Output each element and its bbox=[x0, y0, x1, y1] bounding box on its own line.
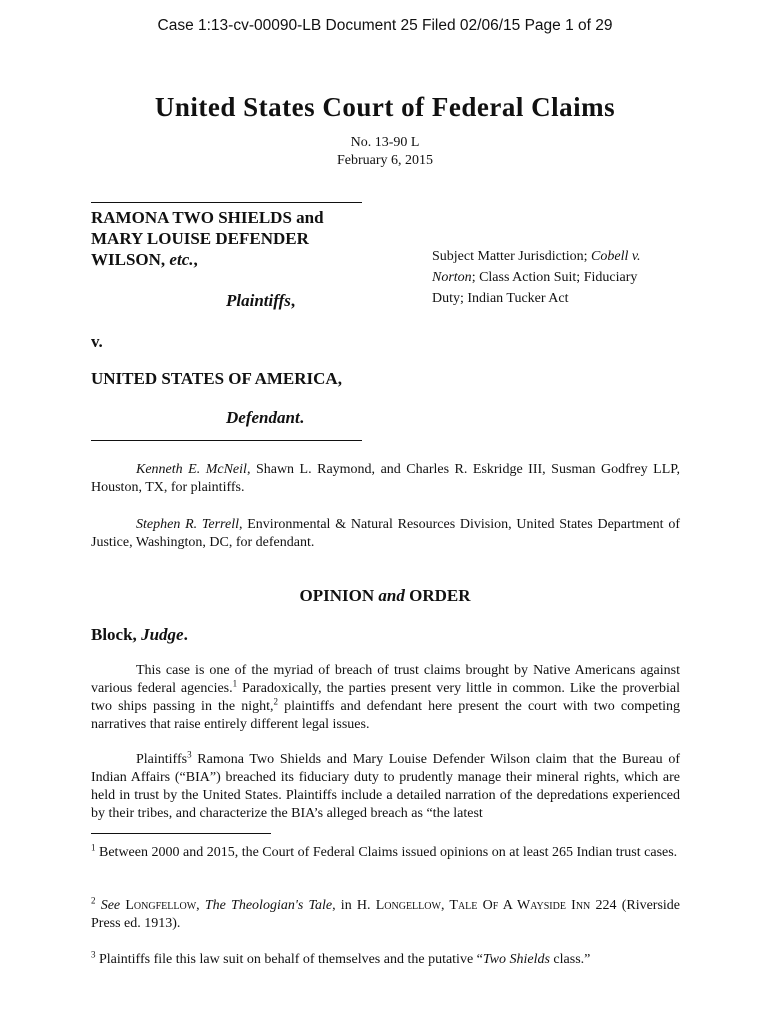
subject-cobell: Cobell v. bbox=[591, 249, 641, 264]
court-name: United States Court of Federal Claims bbox=[154, 92, 616, 122]
plaintiff-line-3 bbox=[91, 249, 324, 270]
plaintiffs-names bbox=[91, 207, 324, 270]
subject-part-b: ; Class Action Suit; Fiduciary Duty; Indian Tucker Act bbox=[432, 270, 638, 306]
counsel-plaintiffs bbox=[91, 461, 680, 497]
defendant-label-line: Defendant. bbox=[226, 408, 304, 427]
case-number: No. 13-90 L bbox=[350, 135, 420, 150]
plaintiff-line-1: RAMONA TWO SHIELDS and bbox=[91, 208, 324, 227]
plaintiff-line-3-text: WILSON, bbox=[91, 250, 170, 269]
judge-period: . bbox=[183, 625, 188, 644]
counsel-defendant-name: Stephen R. Terrell bbox=[136, 517, 239, 532]
defendant-name: UNITED STATES OF AMERICA, bbox=[91, 369, 342, 388]
subject-headnote bbox=[432, 246, 672, 309]
footnote-2-see: See bbox=[100, 898, 121, 913]
case-header: Case 1:13-cv-00090-LB Document 25 Filed 02/06/15 Page 1 of 29 bbox=[157, 17, 613, 34]
caption-rule-bottom bbox=[91, 440, 362, 441]
subject-norton: Norton bbox=[432, 270, 472, 285]
judge-line bbox=[91, 625, 188, 645]
defendant-label: Defendant bbox=[226, 408, 300, 427]
footnote-1-number: 1 bbox=[91, 842, 96, 853]
opinion-title-and: and bbox=[378, 586, 405, 605]
footnote-2-end: 224 (Riverside Press ed. 1913). bbox=[91, 898, 681, 931]
plaintiff-comma: , bbox=[193, 250, 198, 269]
footnote-2-title-1: The Theologian's Tale bbox=[204, 898, 333, 913]
footnote-ref-2: 2 bbox=[273, 696, 279, 707]
versus: v. bbox=[91, 332, 103, 351]
counsel-plaintiffs-name: Kenneth E. McNeil bbox=[136, 462, 247, 477]
caption-rule-top bbox=[91, 202, 362, 203]
judge-title: Judge bbox=[141, 625, 184, 644]
opinion-paragraph-1 bbox=[91, 662, 680, 734]
opinion-title-a: OPINION bbox=[299, 586, 379, 605]
footnote-2-author-2: Longellow bbox=[375, 898, 441, 913]
opinion-title bbox=[0, 586, 770, 606]
opinion-title-c: ORDER bbox=[404, 586, 471, 605]
plaintiff-etc: etc. bbox=[169, 250, 194, 269]
footnote-3 bbox=[91, 951, 680, 969]
opinion-paragraph-2 bbox=[91, 751, 680, 823]
footnote-2-mid: , in H. bbox=[332, 898, 376, 913]
footnote-2-title-2: , Tale Of A Wayside Inn bbox=[440, 898, 591, 913]
judge-name: Block, bbox=[91, 625, 142, 644]
p1-text-a: This case is one of the myriad of breach of trust claims brought by Native Americans against various federal agencies. bbox=[91, 663, 680, 696]
footnote-1 bbox=[91, 844, 680, 862]
footnote-2-number: 2 bbox=[91, 895, 96, 906]
decision-date: February 6, 2015 bbox=[336, 153, 434, 168]
p2-text-a: Plaintiffs bbox=[136, 752, 188, 767]
footnote-separator bbox=[91, 833, 271, 834]
footnote-ref-1: 1 bbox=[232, 678, 238, 689]
counsel-defendant-rest: , Environmental & Natural Resources Division, United States Department of Justice, Washington, DC, for defendant. bbox=[91, 517, 680, 550]
counsel-defendant bbox=[91, 516, 680, 552]
footnote-3-italic: Two Shields bbox=[482, 952, 550, 967]
plaintiff-line-2: MARY LOUISE DEFENDER bbox=[91, 229, 309, 248]
p1-text-c: plaintiffs and defendant here present the court with two competing narratives that raise entirely different legal issues. bbox=[91, 699, 680, 732]
footnote-2 bbox=[91, 897, 680, 933]
counsel-plaintiffs-rest: , Shawn L. Raymond, and Charles R. Eskridge III, Susman Godfrey LLP, Houston, TX, for plaintiffs. bbox=[91, 462, 681, 495]
footnote-1-text: Between 2000 and 2015, the Court of Federal Claims issued opinions on at least 265 Indian trust cases. bbox=[95, 845, 678, 860]
subject-part-a: Subject Matter Jurisdiction; bbox=[432, 249, 592, 264]
p2-text-b: Ramona Two Shields and Mary Louise Defender Wilson claim that the Bureau of Indian Affairs (“BIA”) breached its fiduciary duty to prudently manage their mineral rights, which are held in trust by the United States. Plaintiffs include a detailed narration of the depredations experienced by their tribes, and characterize the BIA’s alleged breach as “the latest bbox=[91, 752, 680, 821]
footnote-2-author-1: Longfellow, bbox=[120, 898, 205, 913]
footnote-3-number: 3 bbox=[91, 949, 96, 960]
plaintiffs-label-line: Plaintiffs, bbox=[226, 291, 296, 310]
footnote-3-text-b: class.” bbox=[549, 952, 591, 967]
p1-text-b: Paradoxically, the parties present very little in common. Like the proverbial two ships passing in the night, bbox=[91, 681, 681, 714]
plaintiffs-label: Plaintiffs bbox=[226, 291, 291, 310]
footnote-3-text-a: Plaintiffs file this law suit on behalf of themselves and the putative “ bbox=[95, 952, 483, 967]
footnote-ref-3: 3 bbox=[187, 749, 192, 760]
